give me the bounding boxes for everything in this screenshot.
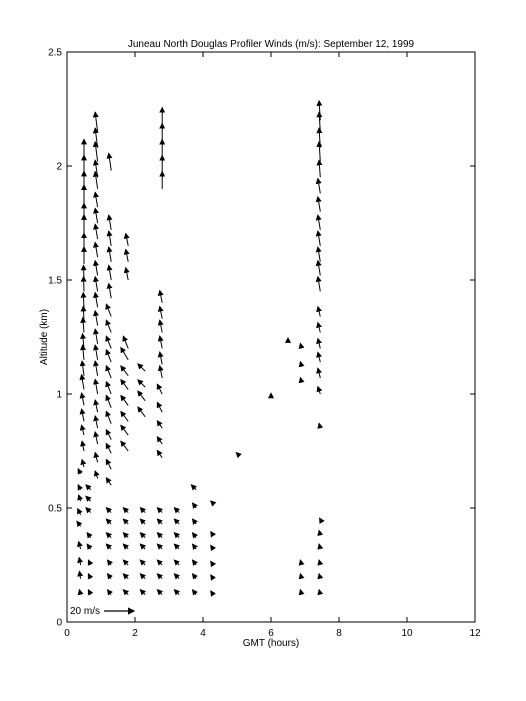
wind-vector	[138, 380, 145, 387]
wind-vector	[157, 402, 162, 412]
wind-vector	[109, 284, 111, 299]
wind-vector	[123, 519, 128, 524]
wind-vector	[318, 339, 320, 349]
wind-vector	[109, 153, 111, 170]
y-tick-label: 0.5	[48, 503, 62, 515]
wind-vector	[318, 307, 320, 317]
wind-vector	[78, 509, 81, 515]
wind-vector-field	[77, 101, 320, 595]
wind-vector	[174, 519, 179, 524]
x-tick-label: 8	[336, 628, 342, 639]
wind-vector	[95, 208, 97, 223]
wind-vector	[300, 362, 301, 367]
wind-vector	[82, 425, 84, 435]
wind-vector	[319, 574, 320, 579]
wind-vector	[174, 560, 179, 565]
wind-vector	[95, 345, 97, 360]
wind-vector	[95, 293, 97, 308]
wind-vector	[300, 344, 301, 349]
wind-vector	[106, 443, 111, 453]
wind-vector	[95, 277, 97, 292]
wind-vector	[318, 277, 320, 292]
wind-vector	[95, 261, 97, 276]
wind-vector	[174, 533, 179, 538]
wind-vector	[318, 261, 320, 276]
wind-vector	[193, 519, 197, 524]
wind-vector	[106, 411, 111, 423]
x-tick-label: 6	[268, 628, 274, 639]
wind-vector	[106, 304, 111, 316]
wind-vector	[79, 495, 81, 501]
wind-vector	[82, 361, 84, 376]
wind-vector	[95, 243, 97, 258]
wind-vector	[140, 574, 145, 579]
wind-vector	[121, 366, 128, 376]
wind-vector	[157, 450, 162, 457]
wind-vector	[79, 542, 81, 549]
wind-vector	[236, 453, 237, 454]
wind-vector	[140, 590, 145, 595]
wind-vector	[160, 366, 162, 378]
wind-vector	[160, 307, 162, 319]
wind-vector	[157, 574, 162, 579]
wind-vector	[318, 387, 320, 394]
wind-vector	[157, 384, 162, 394]
wind-vector	[211, 545, 213, 549]
wind-vector	[88, 560, 90, 565]
wind-vector	[78, 469, 80, 474]
wind-vector	[79, 558, 80, 565]
wind-vector	[95, 432, 97, 444]
wind-vector	[79, 590, 80, 595]
wind-vector	[140, 533, 145, 538]
y-axis-ticks	[48, 48, 475, 629]
wind-vector	[82, 460, 84, 467]
wind-vector	[318, 197, 320, 212]
wind-vector	[300, 560, 301, 565]
wind-vector	[95, 400, 97, 412]
wind-vector	[140, 519, 145, 524]
y-tick-label: 1	[56, 389, 62, 401]
wind-vector	[138, 391, 145, 401]
wind-vector	[106, 350, 111, 362]
wind-vector	[95, 192, 97, 207]
wind-vector	[157, 544, 162, 549]
wind-vector	[300, 574, 301, 579]
wind-vector	[123, 508, 128, 513]
wind-vector	[138, 407, 145, 417]
wind-vector	[211, 532, 213, 536]
wind-vector	[157, 519, 162, 524]
y-tick-label: 2.5	[48, 47, 62, 59]
y-tick-label: 1.5	[48, 275, 62, 287]
wind-vector	[95, 361, 97, 376]
x-axis-title: GMT (hours)	[242, 638, 300, 649]
wind-vector	[83, 293, 84, 308]
wind-vector	[109, 231, 111, 246]
wind-vector	[95, 311, 97, 326]
wind-vector	[160, 336, 162, 348]
y-axis-title: Altitude (km)	[39, 308, 50, 366]
wind-vector	[191, 485, 196, 490]
wind-vector	[123, 336, 128, 348]
wind-vector	[174, 508, 179, 513]
wind-vector	[123, 574, 128, 579]
wind-vector	[174, 590, 179, 595]
wind-vector	[86, 485, 91, 490]
y-tick-label: 0	[56, 617, 62, 629]
wind-vector	[123, 544, 128, 549]
wind-vector	[106, 395, 111, 407]
wind-vector	[106, 533, 111, 538]
wind-vector	[86, 508, 91, 513]
wind-vector	[300, 378, 301, 383]
wind-vector	[318, 179, 320, 194]
wind-vector	[106, 320, 111, 332]
wind-vector	[106, 336, 111, 348]
scale-key	[70, 606, 134, 617]
x-tick-label: 10	[401, 628, 413, 639]
wind-vector	[121, 425, 128, 435]
wind-vector	[319, 544, 320, 549]
wind-vector	[88, 590, 90, 595]
wind-vector	[157, 421, 162, 428]
wind-vector	[106, 366, 111, 378]
wind-vector	[87, 544, 91, 549]
wind-vector	[160, 320, 162, 332]
wind-vector	[140, 508, 145, 513]
wind-vector	[108, 560, 112, 565]
wind-vector	[318, 368, 320, 378]
wind-vector	[95, 471, 97, 478]
wind-vector	[157, 590, 162, 595]
wind-vector	[157, 533, 162, 538]
wind-vector	[319, 590, 320, 595]
wind-vector	[320, 518, 321, 519]
wind-vector	[108, 574, 112, 579]
wind-vector	[121, 348, 128, 360]
wind-vector	[82, 441, 84, 451]
wind-vector	[211, 561, 213, 565]
wind-vector	[108, 590, 112, 595]
wind-vector	[318, 352, 320, 362]
wind-vector	[174, 544, 179, 549]
wind-vector	[88, 574, 90, 579]
y-tick-label: 2	[56, 161, 62, 173]
wind-vector	[95, 329, 97, 344]
wind-vector	[77, 521, 81, 526]
wind-vector	[95, 416, 97, 428]
wind-vector	[95, 453, 97, 463]
wind-vector	[123, 560, 128, 565]
wind-vector	[319, 560, 320, 565]
wind-vector	[319, 423, 320, 428]
x-tick-label: 0	[64, 628, 70, 639]
wind-vector	[106, 508, 111, 513]
chart-title: Juneau North Douglas Profiler Winds (m/s): September 12, 1999	[127, 39, 415, 50]
wind-vector	[95, 379, 97, 394]
wind-vector	[106, 519, 111, 524]
x-tick-label: 2	[132, 628, 138, 639]
wind-vector	[160, 291, 162, 303]
wind-vector	[140, 560, 145, 565]
wind-vector	[318, 231, 320, 246]
wind-vector	[106, 382, 111, 394]
wind-vector	[319, 160, 320, 177]
wind-vector	[157, 560, 162, 565]
wind-vector	[123, 590, 128, 595]
wind-vector	[160, 352, 162, 364]
plot-frame	[67, 52, 475, 622]
wind-vector	[193, 560, 197, 565]
wind-vector	[121, 396, 128, 406]
wind-vector	[82, 393, 84, 405]
wind-vector	[318, 215, 320, 230]
wind-vector	[300, 590, 301, 595]
wind-vector	[140, 544, 145, 549]
wind-vector	[193, 574, 197, 579]
wind-vector	[83, 306, 84, 321]
wind-vector	[157, 437, 162, 444]
wind-vector	[211, 575, 213, 579]
wind-vector	[121, 441, 128, 451]
wind-vector	[106, 478, 111, 485]
wind-vector	[109, 265, 111, 280]
wind-vector	[109, 215, 111, 230]
wind-vector	[193, 590, 197, 595]
wind-vector	[126, 234, 128, 246]
wind-vector	[82, 375, 84, 390]
wind-vector	[109, 247, 111, 262]
wind-vector	[106, 544, 111, 549]
scale-vector-label: 20 m/s	[70, 606, 101, 617]
wind-vector	[123, 533, 128, 538]
wind-vector	[79, 571, 80, 578]
wind-vector	[174, 574, 179, 579]
wind-vector	[106, 459, 111, 469]
wind-vector	[82, 409, 84, 421]
x-tick-label: 4	[200, 628, 206, 639]
wind-vector	[86, 496, 91, 501]
wind-vector	[126, 268, 128, 280]
wind-vector	[138, 364, 145, 371]
wind-vector	[211, 591, 213, 595]
wind-vector	[193, 533, 197, 538]
wind-vector	[87, 533, 91, 538]
wind-vector	[193, 503, 197, 508]
wind-vector	[211, 501, 213, 503]
wind-vector	[318, 323, 320, 333]
wind-vector	[318, 247, 320, 262]
wind-vector	[106, 430, 111, 440]
x-tick-label: 12	[469, 628, 481, 639]
wind-vector	[193, 544, 197, 549]
wind-vector	[95, 224, 97, 239]
wind-vector	[78, 485, 80, 490]
wind-vector	[121, 412, 128, 422]
wind-vector	[319, 530, 320, 535]
wind-vector	[126, 250, 128, 262]
wind-vector	[121, 380, 128, 390]
wind-vector	[157, 508, 162, 513]
